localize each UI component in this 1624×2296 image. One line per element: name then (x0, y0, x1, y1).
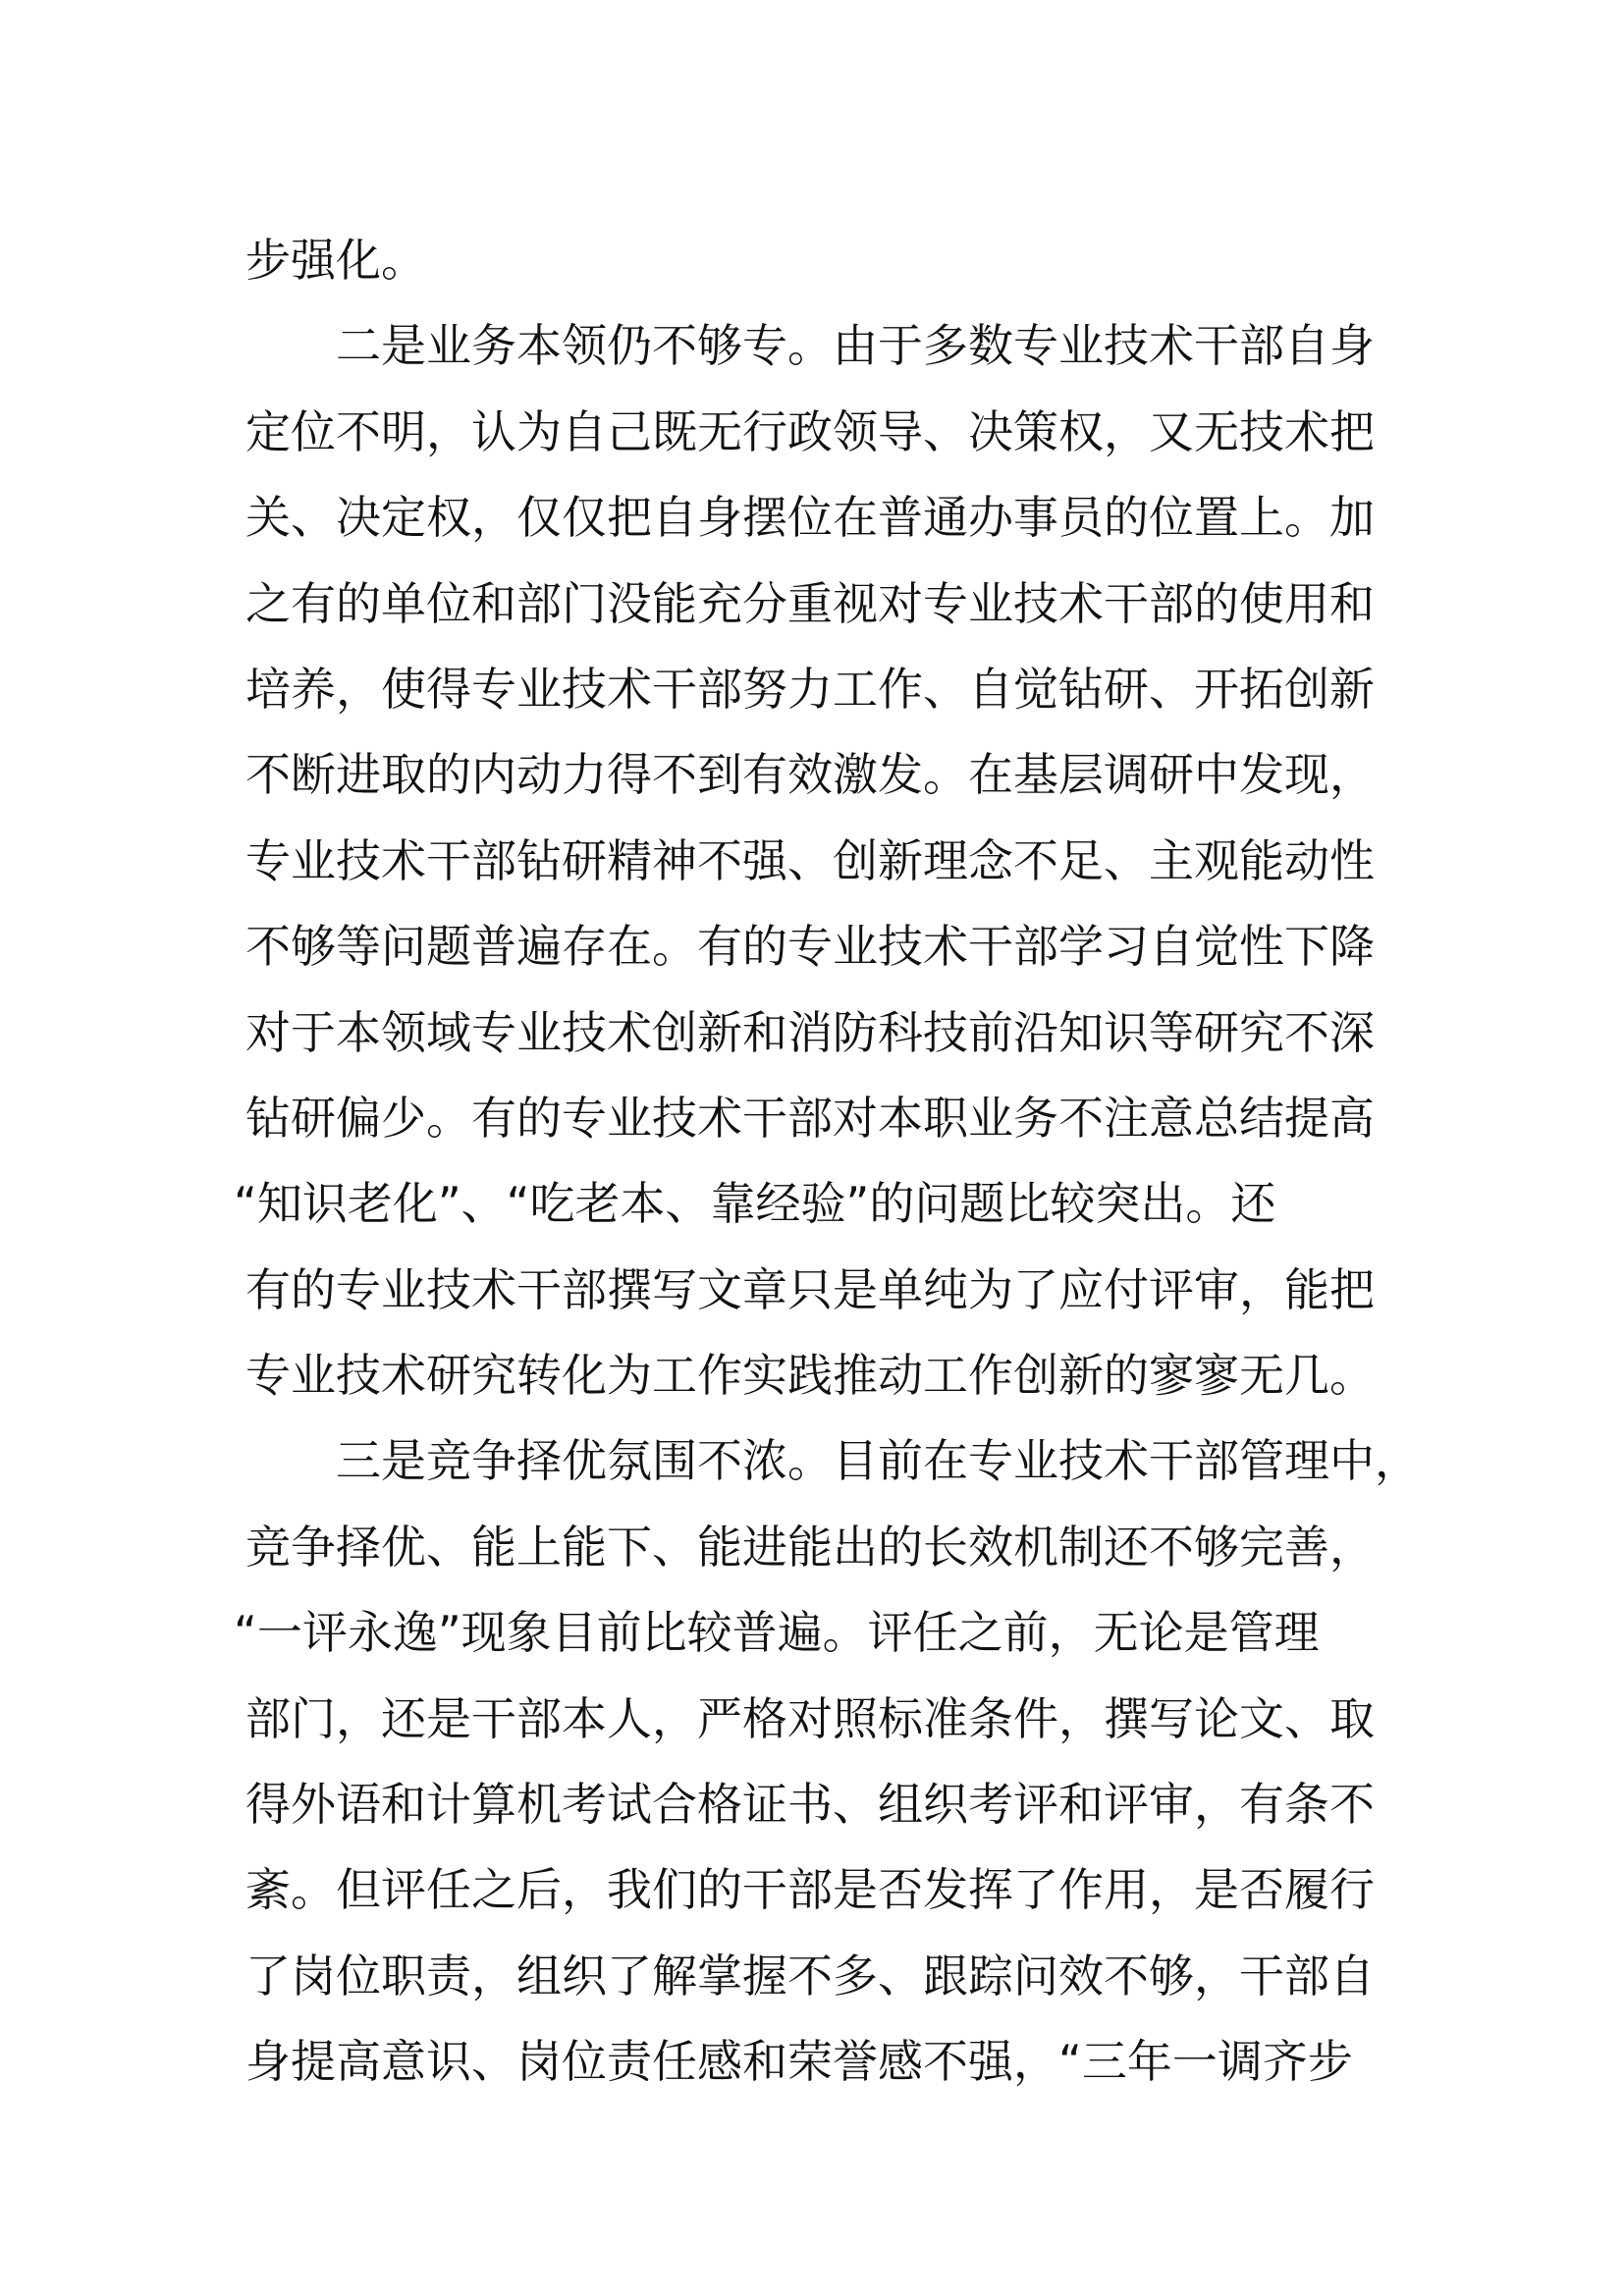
text-line: 不够等问题普遍存在。有的专业技术干部学习自觉性下降 (245, 920, 1375, 974)
text-line: 培养，使得专业技术干部努力工作、自觉钻研、开拓创新 (245, 662, 1375, 716)
paragraph-start-line: 三是竞争择优氛围不浓。目前在专业技术干部管理中， (336, 1434, 1420, 1488)
text-line: 紊。但评任之后，我们的干部是否发挥了作用，是否履行 (245, 1863, 1375, 1917)
text-line: 专业技术干部钻研精神不强、创新理念不足、主观能动性 (245, 833, 1375, 887)
text-line: “知识老化”、“吃老本、靠经验”的问题比较突出。还 (234, 1177, 1276, 1231)
text-line: 专业技术研究转化为工作实践推动工作创新的寥寥无几。 (245, 1349, 1375, 1403)
text-line: 步强化。 (245, 234, 426, 287)
text-line: 部门，还是干部本人，严格对照标准条件，撰写论文、取 (245, 1691, 1375, 1745)
body-text (234, 218, 1420, 2106)
text-line: 有的专业技术干部撰写文章只是单纯为了应付评审，能把 (245, 1262, 1375, 1316)
text-line: 竞争择优、能上能下、能进能出的长效机制还不够完善， (245, 1520, 1375, 1574)
text-line: “一评永逸”现象目前比较普遍。评任之前，无论是管理 (234, 1606, 1320, 1660)
text-line: 定位不明，认为自己既无行政领导、决策权，又无技术把 (245, 404, 1375, 458)
text-line: 了岗位职责，组织了解掌握不多、跟踪问效不够，干部自 (245, 1949, 1375, 2002)
text-line: 对于本领域专业技术创新和消防科技前沿知识等研究不深 (245, 1005, 1375, 1059)
text-line: 不断进取的内动力得不到有效激发。在基层调研中发现， (245, 748, 1375, 802)
text-line: 之有的单位和部门没能充分重视对专业技术干部的使用和 (245, 576, 1375, 630)
text-line: 钻研偏少。有的专业技术干部对本职业务不注意总结提高 (245, 1091, 1375, 1145)
text-line: 身提高意识、岗位责任感和荣誉感不强，“三年一调齐步 (245, 2035, 1353, 2089)
paragraph-start-line: 二是业务本领仍不够专。由于多数专业技术干部自身 (336, 319, 1375, 373)
text-line: 关、决定权，仅仅把自身摆位在普通办事员的位置上。加 (245, 491, 1375, 545)
text-line: 得外语和计算机考试合格证书、组织考评和评审，有条不 (245, 1778, 1375, 1832)
